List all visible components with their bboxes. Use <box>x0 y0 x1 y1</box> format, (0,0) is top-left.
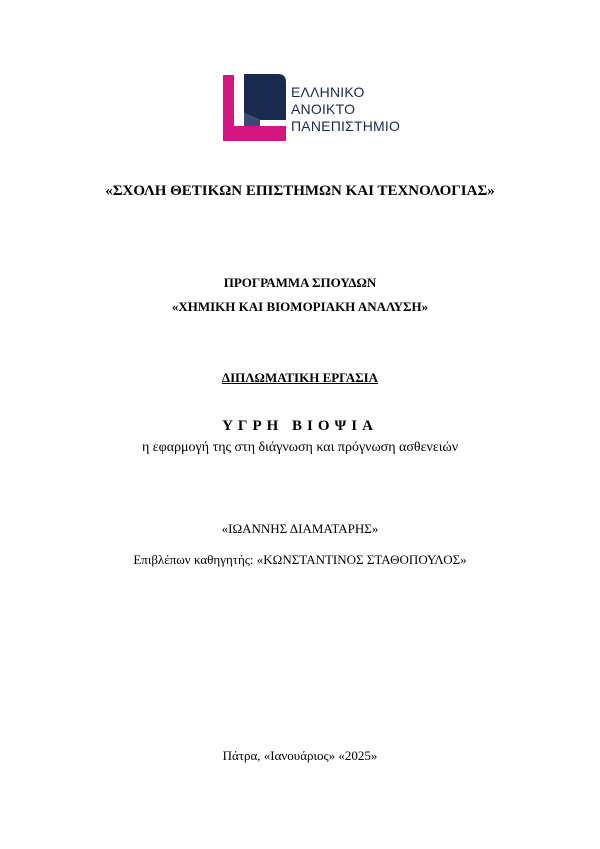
logo-wordmark <box>291 84 400 135</box>
author-name: «ΙΩΑΝΝΗΣ ΔΙΑΜΑΤΑΡΗΣ» <box>221 521 379 536</box>
school-name: «ΣΧΟΛΗ ΘΕΤΙΚΩΝ ΕΠΙΣΤΗΜΩΝ ΚΑΙ ΤΕΧΝΟΛΟΓΙΑΣ» <box>105 183 495 199</box>
supervisor-line: Επιβλέπων καθηγητής: «ΚΩΝΣΤΑΝΤΙΝΟΣ ΣΤΑΘΟΠΟΥΛΟΣ» <box>133 552 467 567</box>
thesis-subtitle: η εφαρμογή της στη διάγνωση και πρόγνωση ασθενειών <box>141 440 459 455</box>
thesis-title: ΥΓΡΗ ΒΙΟΨΙΑ <box>222 418 378 434</box>
thesis-label: ΔΙΠΛΩΜΑΤΙΚΗ ΕΡΓΑΣΙΑ <box>221 370 379 385</box>
place-date: Πάτρα, «Ιανουάριος» «2025» <box>222 748 378 763</box>
program-name: «ΧΗΜΙΚΗ ΚΑΙ ΒΙΟΜΟΡΙΑΚΗ ΑΝΑΛΥΣΗ» <box>171 299 429 314</box>
logo-line-1: ΕΛΛΗΝΙΚΟ <box>291 84 365 100</box>
logo-line-2: ΑΝΟΙΚΤΟ <box>291 101 356 117</box>
logo-line-3: ΠΑΝΕΠΙΣΤΗΜΙΟ <box>291 118 401 134</box>
program-label: ΠΡΟΓΡΑΜΜΑ ΣΠΟΥΔΩΝ <box>223 275 377 290</box>
